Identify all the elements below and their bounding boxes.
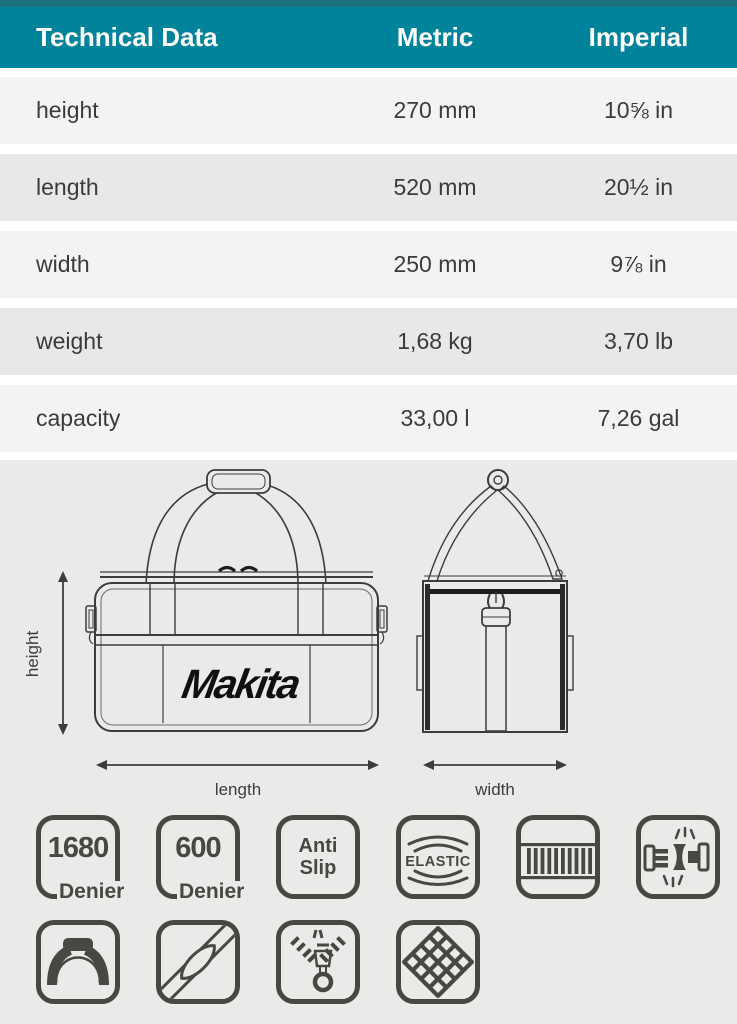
row-label: height xyxy=(36,97,99,123)
table-row xyxy=(0,77,737,144)
width-dimension-label: width xyxy=(475,780,515,799)
table-row xyxy=(0,231,737,298)
table-row xyxy=(0,385,737,452)
row-label: capacity xyxy=(36,405,121,431)
click-buckle-icon xyxy=(636,815,720,899)
metric-value: 250 mm xyxy=(393,251,477,277)
length-dimension-label: length xyxy=(214,780,262,799)
denier-600-value: 600 xyxy=(175,832,221,864)
metric-value: 270 mm xyxy=(393,97,477,123)
metric-value: 33,00 l xyxy=(400,405,470,431)
zipper-icon xyxy=(276,920,360,1004)
elastic-icon xyxy=(396,815,480,899)
spec-table xyxy=(0,77,737,452)
anti-slip-line2: Slip xyxy=(299,857,337,879)
dimension-diagram xyxy=(0,460,737,1024)
webbing-band-icon xyxy=(516,815,600,899)
denier-1680-value: 1680 xyxy=(47,832,109,864)
column-header-metric: Metric xyxy=(396,22,474,52)
imperial-value: 7,26 gal xyxy=(597,405,680,431)
shoulder-strap-icon xyxy=(156,920,240,1004)
mesh-icon xyxy=(396,920,480,1004)
height-dimension-label: height xyxy=(23,630,42,678)
row-label: length xyxy=(36,174,99,200)
header-top-strip xyxy=(0,0,737,7)
table-row xyxy=(0,154,737,221)
bag-line-drawing xyxy=(0,460,737,805)
column-header-imperial: Imperial xyxy=(588,22,689,52)
row-label: weight xyxy=(36,328,103,354)
table-title: Technical Data xyxy=(36,22,218,52)
elastic-label: ELASTIC xyxy=(405,854,471,870)
denier-1680-icon xyxy=(36,815,125,903)
denier-1680-unit: Denier xyxy=(59,880,125,903)
metric-value: 1,68 kg xyxy=(397,328,473,354)
imperial-value: 3,70 lb xyxy=(603,328,674,354)
metric-value: 520 mm xyxy=(393,174,477,200)
denier-600-unit: Denier xyxy=(179,880,245,903)
imperial-value: 10⅝ in xyxy=(603,97,674,123)
anti-slip-icon xyxy=(276,815,360,899)
carry-handle-icon xyxy=(36,920,120,1004)
makita-logo: Makita xyxy=(178,661,303,707)
anti-slip-line1: Anti xyxy=(298,835,338,857)
imperial-value: 20½ in xyxy=(603,174,674,200)
table-row xyxy=(0,308,737,375)
table-header xyxy=(0,7,737,68)
imperial-value: 9⅞ in xyxy=(610,251,667,277)
row-label: width xyxy=(36,251,90,277)
denier-600-icon xyxy=(156,815,245,903)
